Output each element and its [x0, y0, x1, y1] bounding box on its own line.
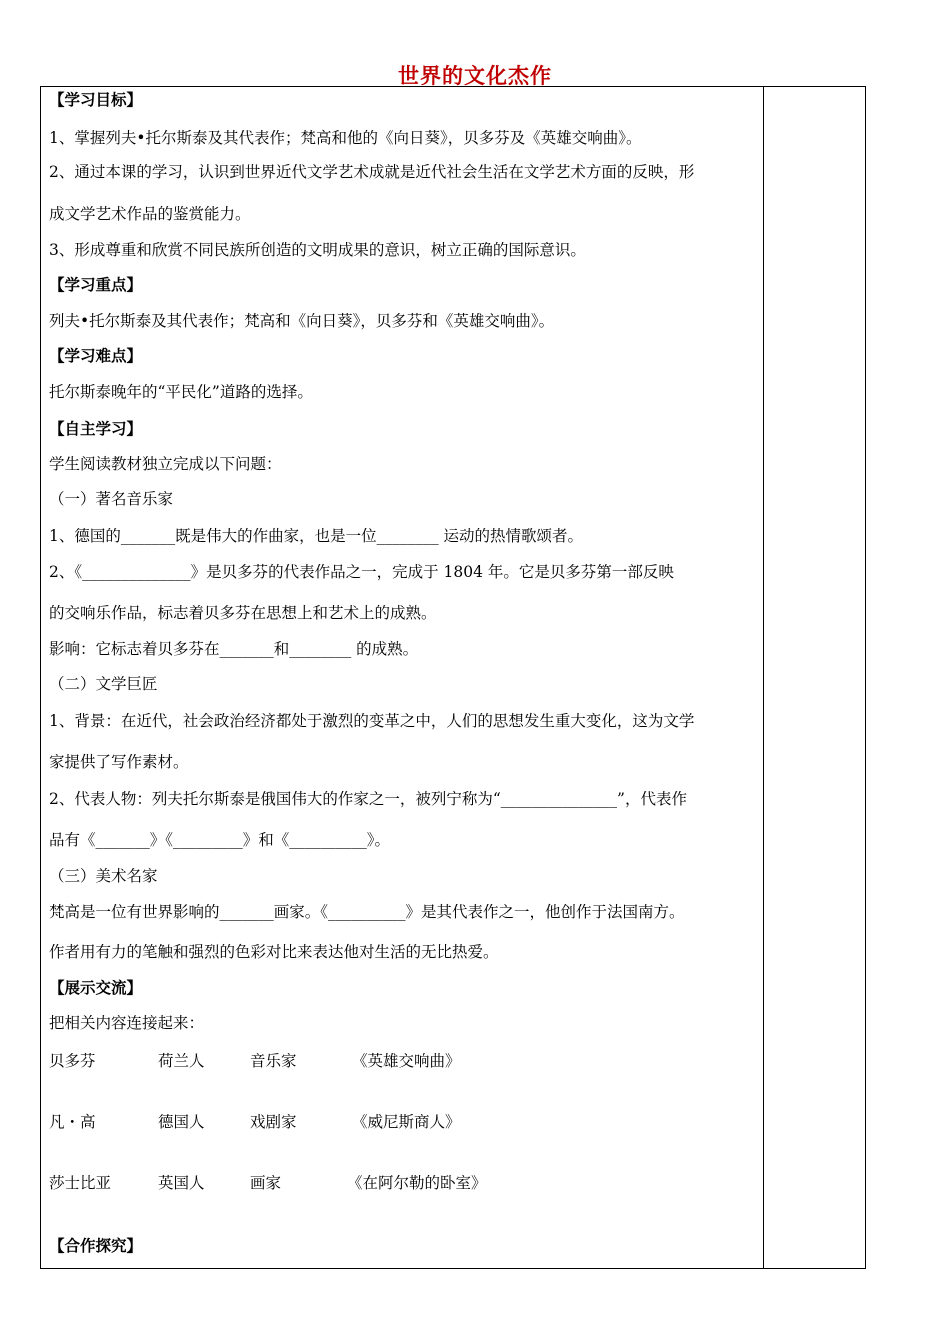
match-profession: 戏剧家 [250, 1113, 297, 1131]
matching-instruction: 把相关内容连接起来： [49, 1014, 205, 1032]
match-person: 凡・高 [49, 1113, 96, 1131]
musicians-q2: 2、《______________》是贝多芬的代表作品之一，完成于 1804 年。它是贝多芬第一部反映 [49, 563, 674, 581]
right-column-divider [763, 86, 764, 1269]
literature-representative: 2、代表人物：列夫托尔斯泰是俄国伟大的作家之一，被列宁称为“_______________”，代表作 [49, 790, 687, 808]
match-work: 《在阿尔勒的卧室》 [347, 1174, 487, 1192]
match-nationality: 荷兰人 [158, 1052, 205, 1070]
match-person: 贝多芬 [49, 1052, 96, 1070]
heading-cooperative-inquiry: 【合作探究】 [49, 1236, 143, 1255]
match-work: 《英雄交响曲》 [352, 1052, 461, 1070]
heading-self-study: 【自主学习】 [49, 419, 143, 438]
heading-key-points: 【学习重点】 [49, 275, 143, 294]
section-musicians: （一）著名音乐家 [49, 490, 174, 508]
section-literature: （二）文学巨匠 [49, 675, 158, 693]
goal-2: 2、通过本课的学习，认识到世界近代文学艺术成就是近代社会生活在文学艺术方面的反映，形 [49, 163, 695, 181]
musicians-influence: 影响：它标志着贝多芬在_______和________ 的成熟。 [49, 640, 419, 658]
match-work: 《威尼斯商人》 [352, 1113, 461, 1131]
literature-background: 1、背景：在近代，社会政治经济都处于激烈的变革之中，人们的思想发生重大变化，这为文学 [49, 712, 695, 730]
heading-learning-goals: 【学习目标】 [49, 90, 143, 109]
art-van-gogh-cont: 作者用有力的笔触和强烈的色彩对比来表达他对生活的无比热爱。 [49, 943, 499, 961]
document-title: 世界的文化杰作 [398, 63, 552, 88]
musicians-q1: 1、德国的_______既是伟大的作曲家，也是一位________ 运动的热情歌颂者。 [49, 527, 584, 545]
heading-difficulties: 【学习难点】 [49, 346, 143, 365]
match-profession: 音乐家 [250, 1052, 297, 1070]
match-nationality: 英国人 [158, 1174, 205, 1192]
goal-1: 1、掌握列夫•托尔斯泰及其代表作；梵高和他的《向日葵》，贝多芬及《英雄交响曲》。 [49, 129, 642, 147]
match-nationality: 德国人 [158, 1113, 205, 1131]
art-van-gogh: 梵高是一位有世界影响的_______画家。《__________》是其代表作之一，他创作于法国南方。 [49, 903, 685, 921]
goal-2-cont: 成文学艺术作品的鉴赏能力。 [49, 205, 251, 223]
heading-presentation: 【展示交流】 [49, 978, 143, 997]
table-frame [40, 86, 866, 1269]
musicians-q2-cont: 的交响乐作品，标志着贝多芬在思想上和艺术上的成熟。 [49, 604, 437, 622]
key-points-text: 列夫•托尔斯泰及其代表作；梵高和《向日葵》，贝多芬和《英雄交响曲》。 [49, 312, 555, 330]
match-person: 莎士比亚 [49, 1174, 112, 1192]
goal-3: 3、形成尊重和欣赏不同民族所创造的文明成果的意识，树立正确的国际意识。 [49, 241, 586, 259]
match-profession: 画家 [250, 1174, 282, 1192]
difficulties-text: 托尔斯泰晚年的“平民化”道路的选择。 [49, 383, 313, 401]
self-study-intro: 学生阅读教材独立完成以下问题： [49, 455, 282, 473]
section-art: （三）美术名家 [49, 867, 158, 885]
literature-background-cont: 家提供了写作素材。 [49, 753, 189, 771]
literature-representative-cont: 品有《_______》《_________》和《__________》。 [49, 831, 391, 849]
